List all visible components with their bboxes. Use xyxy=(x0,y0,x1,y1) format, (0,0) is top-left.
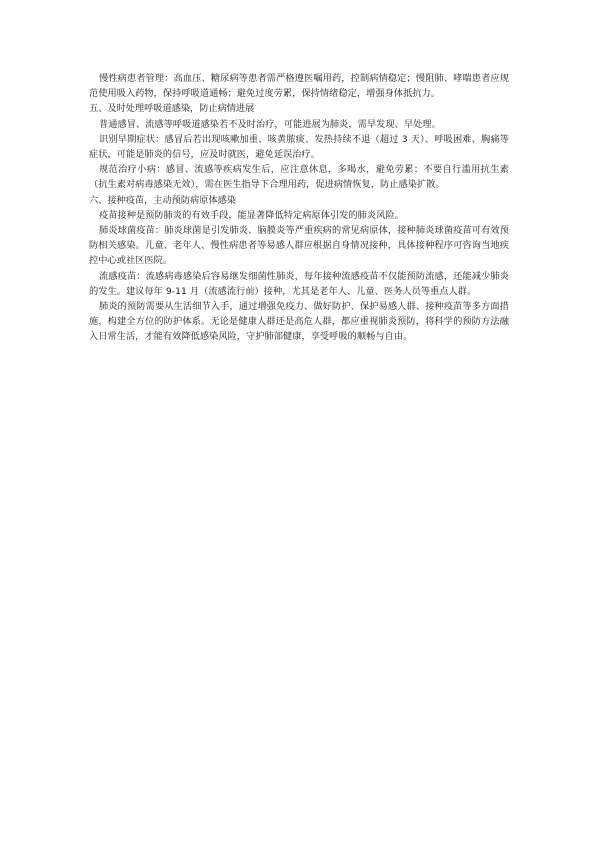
paragraph-influenza-vaccine: 流感疫苗：流感病毒感染后容易继发细菌性肺炎，每年接种流感疫苗不仅能预防流感，还能减少肺炎的发生。建议每年 9-11 月（流感流行前）接种，尤其是老年人、儿童、医务人员等重点人群。 xyxy=(89,270,509,297)
document-body xyxy=(89,71,509,345)
section-heading-5: 五、及时处理呼吸道感染，防止病情进展 xyxy=(89,103,255,115)
paragraph-early-symptoms: 识别早期症状：感冒后若出现咳嗽加重、咳黄脓痰、发热持续不退（超过 3 天）、呼吸困难、胸痛等症状，可能是肺炎的信号，应及时就医，避免延误治疗。 xyxy=(89,133,509,161)
paragraph-treat-minor-illness: 规范治疗小病：感冒、流感等疾病发生后，应注意休息，多喝水，避免劳累；不要自行滥用抗生素（抗生素对病毒感染无效），需在医生指导下合理用药，促进病情恢复，防止感染扩散。 xyxy=(89,164,509,191)
section-heading-6: 六、接种疫苗，主动预防病原体感染 xyxy=(89,194,236,206)
paragraph-vaccination-intro: 疫苗接种是预防肺炎的有效手段，能显著降低特定病原体引发的肺炎风险。 xyxy=(99,209,404,221)
paragraph-chronic-disease-management: 慢性病患者管理：高血压、糖尿病等患者需严格遵医嘱用药，控制病情稳定；慢阻肺、哮喘患者应规范使用吸入药物，保持呼吸道通畅；避免过度劳累，保持情绪稳定，增强身体抵抗力。 xyxy=(89,73,509,100)
paragraph-conclusion: 肺炎的预防需要从生活细节入手，通过增强免疫力、做好防护、保护易感人群、接种疫苗等多方面措施，构建全方位的防护体系。无论是健康人群还是高危人群，都应重视肺炎预防，将科学的预防方法融入日常生活，才能有效降低感染风险，守护肺部健康，享受呼吸的顺畅与自由。 xyxy=(89,301,509,343)
paragraph-respiratory-infection-intro: 普通感冒、流感等呼吸道感染若不及时治疗，可能进展为肺炎，需早发现、早处理。 xyxy=(99,118,441,130)
paragraph-pneumococcal-vaccine: 肺炎球菌疫苗：肺炎球菌是引发肺炎、脑膜炎等严重疾病的常见病原体，接种肺炎球菌疫苗可有效预防相关感染。儿童、老年人、慢性病患者等易感人群应根据自身情况接种，具体接种程序可咨询当地疾控中心或社区医院。 xyxy=(89,225,509,267)
